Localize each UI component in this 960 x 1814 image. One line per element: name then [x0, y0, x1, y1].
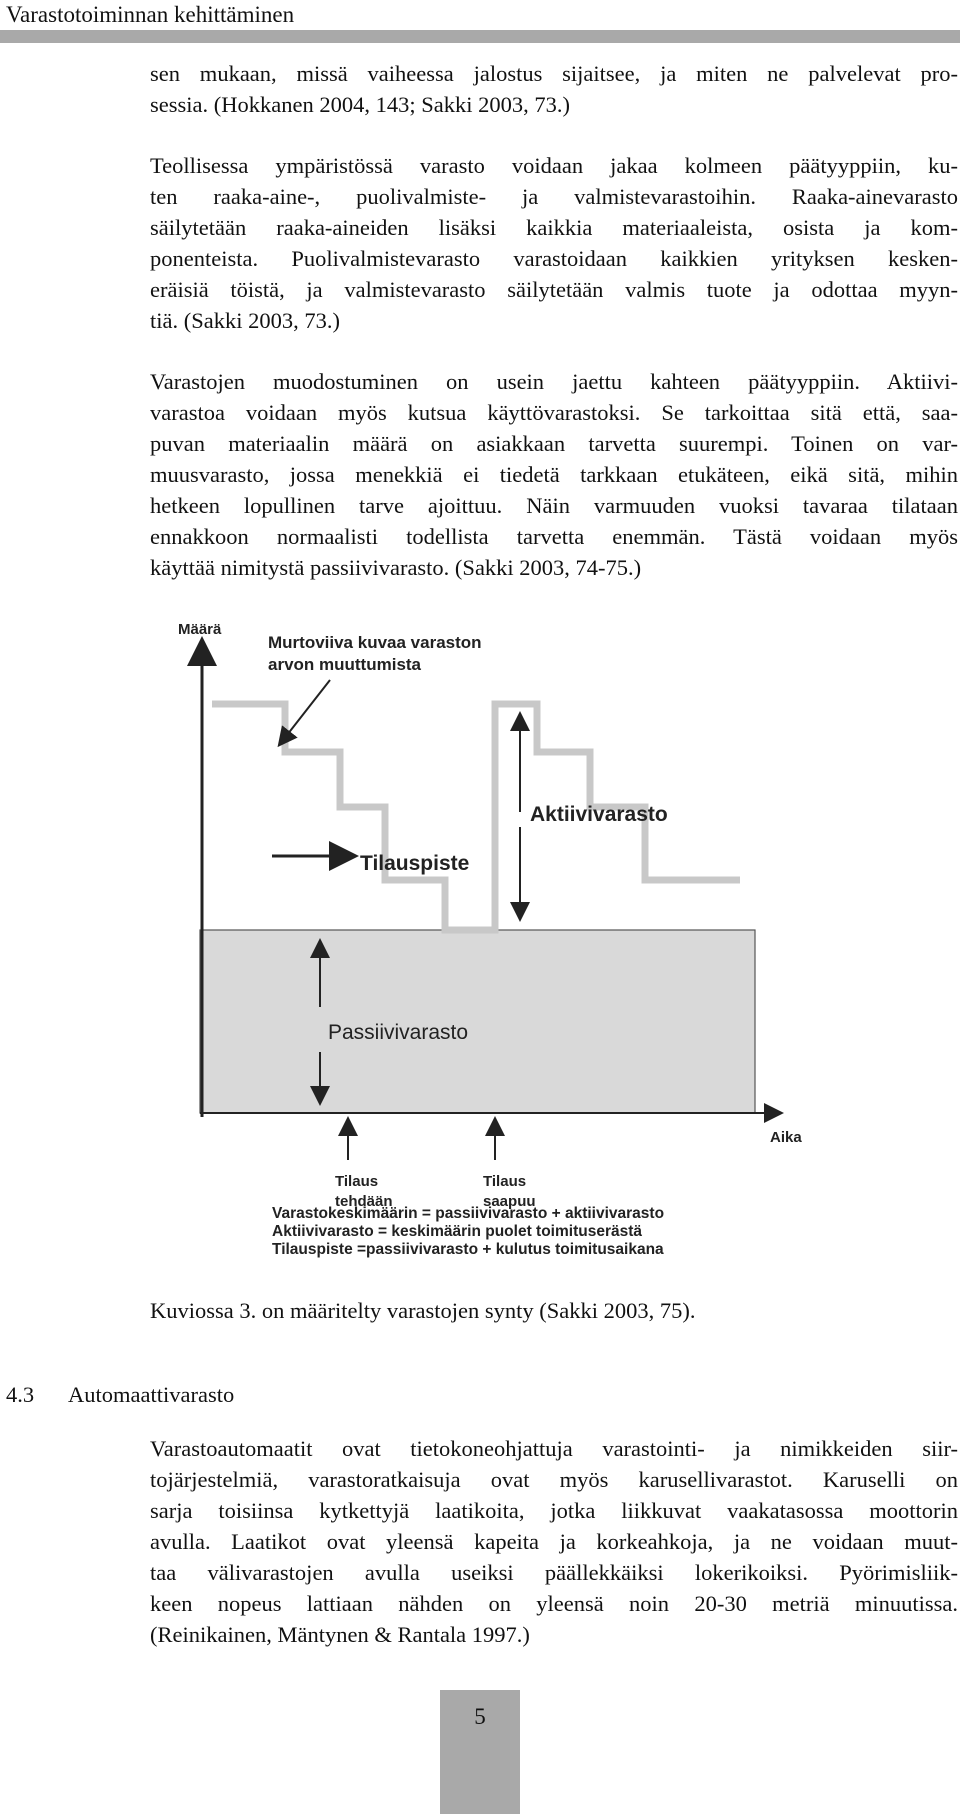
text-line: hetkeen lopullinen tarve ajoittuu. Näin varmuuden vuoksi tavaraa tilataan	[150, 493, 958, 518]
text-line: sessia. (Hokkanen 2004, 143; Sakki 2003, 73.)	[150, 92, 570, 117]
text-line: ten raaka-aine-, puolivalmiste- ja valmistevarastoihin. Raaka-ainevarasto	[150, 184, 958, 209]
formula-3: Tilauspiste =passiivivarasto + kulutus toimitusaikana	[272, 1241, 664, 1258]
x-axis-label: Aika	[770, 1129, 802, 1146]
text-line: taa välivarastojen avulla useiksi päällekkäiksi lokerikoiksi. Pyörimisliik-	[150, 1560, 958, 1585]
note-line-1: Murtoviiva kuvaa varaston	[268, 633, 482, 652]
order-made-label-1: Tilaus	[335, 1173, 379, 1190]
text-line: sen mukaan, missä vaiheessa jalostus sijaitsee, ja miten ne palvelevat pro-	[150, 61, 958, 86]
passive-stock-area	[200, 930, 755, 1113]
page-number: 5	[474, 1704, 486, 1729]
text-line: varastoa voidaan myös kutsua käyttövarastoksi. Se tarkoittaa sitä että, saa-	[150, 400, 958, 425]
inventory-diagram	[150, 612, 802, 1262]
text-line: Varastoautomaatit ovat tietokoneohjattuja varastointi- ja nimikkeiden siir-	[150, 1436, 958, 1461]
passive-stock-label: Passiivivarasto	[328, 1021, 469, 1044]
paragraph-4	[150, 1433, 958, 1650]
section-number: 4.3	[6, 1382, 35, 1407]
order-point-label: Tilauspiste	[360, 852, 470, 875]
order-made-label-2: tehdään	[335, 1193, 393, 1210]
text-line: muusvarasto, jossa menekkiä ei tiedetä tarkkaan etukäteen, eikä sitä, mihin	[150, 462, 958, 487]
page-number-box	[440, 1690, 520, 1814]
formula-2: Aktiivivarasto = keskimäärin puolet toimituserästä	[272, 1223, 642, 1240]
inventory-figure	[150, 612, 802, 1262]
text-line: puvan materiaalin määrä on asiakkaan tarvetta suurempi. Toinen on var-	[150, 431, 958, 456]
formula-1: Varastokeskimäärin = passiivivarasto + aktiivivarasto	[272, 1205, 665, 1222]
text-line: keen nopeus lattiaan nähden on yleensä noin 20-30 metriä minuutissa.	[150, 1591, 958, 1616]
order-arrives-label-1: Tilaus	[483, 1173, 527, 1190]
text-line: käyttää nimitystä passiivivarasto. (Sakki 2003, 74-75.)	[150, 555, 642, 580]
text-line: Teollisessa ympäristössä varasto voidaan jakaa kolmeen päätyyppiin, ku-	[150, 153, 958, 178]
text-line: sarja toisiinsa kytkettyjä laatikoita, jotka liikkuvat vaakatasossa moottorin	[150, 1498, 958, 1523]
text-line: Varastojen muodostuminen on usein jaettu kahteen päätyyppiin. Aktiivi-	[150, 369, 958, 394]
figure-caption: Kuviossa 3. on määritelty varastojen synty (Sakki 2003, 75).	[150, 1298, 696, 1323]
paragraph-2	[150, 150, 958, 336]
section-heading	[6, 1381, 234, 1409]
section-title: Automaattivarasto	[68, 1382, 235, 1407]
order-arrives-label-2: saapuu	[483, 1193, 536, 1210]
page-header-title: Varastotoiminnan kehittäminen	[6, 2, 295, 27]
text-line: ponenteista. Puolivalmistevarasto varastoidaan kaikkien yrityksen kesken-	[150, 246, 958, 271]
note-line-2: arvon muuttumista	[268, 655, 422, 674]
text-line: ennakkoon normaalisti todellista tarvetta enemmän. Tästä voidaan myös	[150, 524, 958, 549]
text-line: säilytetään raaka-aineiden lisäksi kaikkia materiaaleista, osista ja kom-	[150, 215, 958, 240]
y-axis-label: Määrä	[178, 621, 222, 638]
paragraph-3	[150, 366, 958, 583]
active-stock-label: Aktiivivarasto	[530, 803, 668, 826]
paragraph-1	[150, 58, 958, 120]
text-line: avulla. Laatikot ovat yleensä kapeita ja korkeahkoja, ja ne voidaan muut-	[150, 1529, 958, 1554]
text-line: tiä. (Sakki 2003, 73.)	[150, 308, 340, 333]
text-line: tojärjestelmiä, varastoratkaisuja ovat myös karusellivarastot. Karuselli on	[150, 1467, 958, 1492]
header-bar	[0, 30, 960, 43]
text-line: (Reinikainen, Mäntynen & Rantala 1997.)	[150, 1622, 530, 1647]
text-line: eräisiä töistä, ja valmistevarasto säilytetään valmis tuote ja odottaa myyn-	[150, 277, 958, 302]
